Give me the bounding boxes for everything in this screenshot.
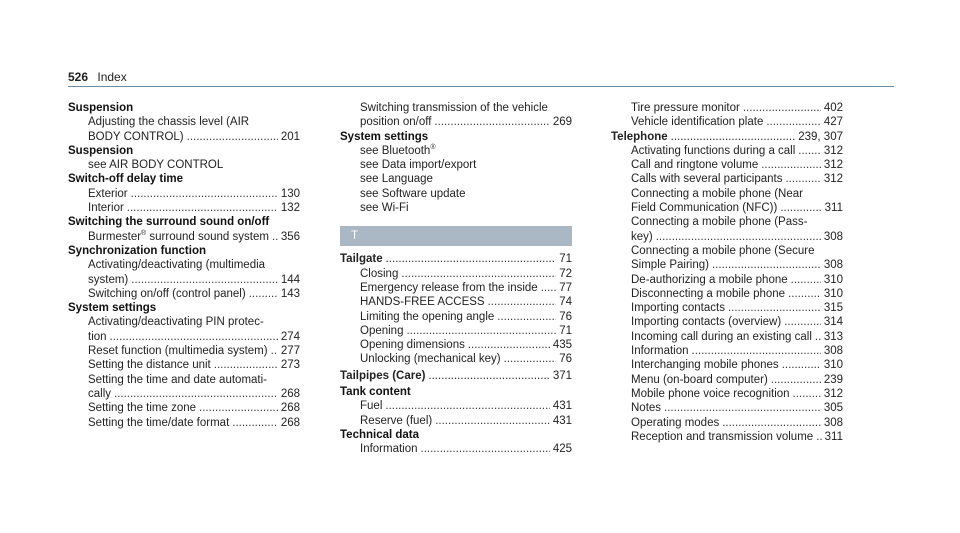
subentry-text: Reception and transmission volume bbox=[631, 430, 814, 443]
page-ref[interactable]: 273 bbox=[280, 359, 300, 372]
page-ref[interactable]: 308 bbox=[823, 230, 843, 243]
brand-name: Burmester bbox=[88, 230, 142, 243]
page-ref[interactable]: 74 bbox=[559, 296, 572, 309]
subentry[interactable] bbox=[611, 301, 843, 315]
index-entry bbox=[611, 130, 843, 445]
page-ref[interactable]: 268 bbox=[280, 416, 300, 429]
subentry-text: Reset function (multimedia system) bbox=[88, 345, 268, 358]
page-ref[interactable]: 402 bbox=[823, 102, 843, 114]
entry-title-line[interactable] bbox=[611, 130, 843, 144]
leader-dots bbox=[435, 414, 550, 428]
subentry[interactable] bbox=[611, 387, 843, 401]
leader-dots bbox=[541, 281, 557, 295]
leader-dots bbox=[385, 399, 549, 413]
subentry[interactable] bbox=[340, 324, 572, 338]
subentry[interactable] bbox=[340, 310, 572, 324]
subentry-text: Mobile phone voice recognition bbox=[631, 387, 790, 400]
subentry-text: Switching on/off (control panel) bbox=[88, 287, 246, 300]
subentry[interactable] bbox=[340, 399, 572, 413]
leader-dots bbox=[816, 430, 821, 444]
subentry-text: Activating/deactivating (multimedia bbox=[88, 259, 266, 272]
subentry-text: Disconnecting a mobile phone bbox=[631, 287, 786, 300]
subentry-text: Tire pressure monitor bbox=[631, 102, 740, 114]
page-ref[interactable]: 130 bbox=[280, 187, 300, 200]
entry-title-line[interactable] bbox=[340, 252, 572, 266]
subentry[interactable] bbox=[611, 430, 843, 444]
subentry-text: key) bbox=[631, 230, 653, 243]
registered-mark: ® bbox=[141, 229, 147, 237]
cross-reference[interactable]: see Software update bbox=[360, 187, 466, 200]
subentry-text-rest: surround sound system bbox=[146, 230, 269, 243]
entry-title: Tailpipes (Care) bbox=[340, 369, 426, 382]
page-ref[interactable]: 71 bbox=[559, 253, 572, 266]
entry-title: Synchronization function bbox=[68, 244, 206, 257]
page-ref[interactable]: 201 bbox=[280, 130, 300, 143]
leader-dots bbox=[780, 201, 821, 215]
leader-dots bbox=[791, 273, 821, 287]
page-ref[interactable]: 425 bbox=[552, 443, 572, 456]
subentry[interactable] bbox=[340, 414, 572, 428]
subentry[interactable] bbox=[340, 281, 572, 295]
subentry[interactable] bbox=[611, 201, 843, 215]
leader-dots bbox=[784, 315, 821, 329]
entry-title: Telephone bbox=[611, 130, 668, 143]
subentry[interactable] bbox=[340, 267, 572, 281]
leader-dots bbox=[428, 369, 549, 383]
leader-dots bbox=[468, 338, 550, 352]
leader-dots bbox=[497, 310, 556, 324]
leader-dots bbox=[785, 172, 820, 186]
index-entry bbox=[340, 369, 572, 383]
subentry[interactable] bbox=[340, 352, 572, 366]
leader-dots bbox=[761, 158, 821, 172]
index-column-3 bbox=[611, 101, 843, 444]
leader-dots bbox=[114, 387, 278, 401]
subentry[interactable] bbox=[611, 101, 843, 115]
entry-title: Suspension bbox=[68, 144, 134, 157]
subentry-text: Interchanging mobile phones bbox=[631, 359, 779, 372]
subentry[interactable] bbox=[611, 230, 843, 244]
subentry-text bbox=[88, 230, 269, 244]
subentry-text: BODY CONTROL) bbox=[88, 130, 184, 143]
subentry-text: Activating functions during a call bbox=[631, 144, 796, 157]
subentry-text: Operating modes bbox=[631, 416, 720, 429]
page-ref[interactable]: 310 bbox=[823, 287, 843, 300]
subentry-text: Fuel bbox=[360, 400, 383, 413]
entry-title: System settings bbox=[68, 302, 157, 315]
cross-reference[interactable]: see Data import/export bbox=[360, 159, 477, 172]
leader-dots bbox=[127, 201, 278, 215]
subentry[interactable] bbox=[68, 273, 300, 287]
index-column-1 bbox=[68, 101, 300, 430]
cross-reference[interactable]: see Language bbox=[360, 173, 433, 186]
leader-dots bbox=[386, 252, 557, 266]
page-ref[interactable]: 311 bbox=[824, 202, 843, 215]
registered-mark: ® bbox=[430, 144, 436, 152]
page-ref[interactable]: 356 bbox=[280, 230, 300, 243]
subentry-text: De-authorizing a mobile phone bbox=[631, 273, 788, 286]
page-ref[interactable]: 277 bbox=[280, 345, 300, 358]
leader-dots bbox=[728, 301, 821, 315]
leader-dots bbox=[199, 401, 278, 415]
leader-dots bbox=[743, 101, 821, 115]
page-number: 526 bbox=[68, 70, 89, 84]
leader-dots bbox=[771, 373, 821, 387]
subentry[interactable] bbox=[68, 330, 300, 344]
leader-dots bbox=[214, 358, 278, 372]
page-ref[interactable]: 76 bbox=[559, 353, 572, 366]
subentry-text: Incoming call during an existing call bbox=[631, 330, 812, 343]
subentry[interactable] bbox=[68, 416, 300, 430]
entry-title: Suspension bbox=[68, 102, 134, 114]
subentry-text: Activating/deactivating PIN protec- bbox=[88, 316, 264, 329]
entry-title: Switching the surround sound on/off bbox=[68, 216, 270, 229]
page-ref[interactable]: 431 bbox=[552, 400, 572, 413]
header-divider bbox=[68, 86, 894, 87]
leader-dots bbox=[131, 273, 278, 287]
leader-dots bbox=[272, 230, 278, 244]
leader-dots bbox=[692, 344, 821, 358]
page-ref[interactable]: 312 bbox=[823, 387, 843, 400]
page-ref[interactable]: 144 bbox=[280, 273, 300, 286]
leader-dots bbox=[782, 358, 821, 372]
page-ref[interactable]: 313 bbox=[823, 330, 843, 343]
subentry[interactable] bbox=[68, 187, 300, 201]
page-header bbox=[68, 70, 127, 84]
subentry[interactable] bbox=[611, 273, 843, 287]
subentry-text: Emergency release from the inside bbox=[360, 281, 538, 294]
page-ref[interactable]: 76 bbox=[559, 310, 572, 323]
cross-reference[interactable]: see AIR BODY CONTROL bbox=[88, 159, 224, 172]
entry-title: Tank content bbox=[340, 386, 411, 399]
subentry-text: Opening bbox=[360, 324, 404, 337]
index-entry bbox=[340, 130, 572, 216]
leader-dots bbox=[656, 230, 821, 244]
subentry[interactable] bbox=[611, 344, 843, 358]
entry-title: Switch-off delay time bbox=[68, 173, 184, 186]
index-entry-continued bbox=[340, 101, 572, 130]
subentry[interactable] bbox=[68, 230, 300, 244]
subentry[interactable] bbox=[68, 401, 300, 415]
index-entry bbox=[340, 385, 572, 428]
index-entry bbox=[68, 301, 300, 430]
leader-dots bbox=[766, 115, 820, 129]
page-ref[interactable]: 371 bbox=[552, 369, 572, 382]
subentry-text: Menu (on-board computer) bbox=[631, 373, 768, 386]
leader-dots bbox=[131, 187, 278, 201]
index-entry bbox=[68, 144, 300, 173]
page-ref[interactable]: 312 bbox=[823, 144, 843, 157]
cross-reference[interactable]: see Wi-Fi bbox=[360, 202, 409, 215]
subentry[interactable] bbox=[611, 358, 843, 372]
leader-dots bbox=[664, 401, 821, 415]
subentry-text: Calls with several participants bbox=[631, 173, 783, 186]
page-ref[interactable]: 77 bbox=[559, 281, 572, 294]
subentry-text: Reserve (fuel) bbox=[360, 414, 433, 427]
leader-dots bbox=[815, 330, 821, 344]
subentry[interactable] bbox=[611, 315, 843, 329]
subentry[interactable] bbox=[611, 172, 843, 186]
section-title: Index bbox=[97, 70, 127, 84]
subentry-text: Exterior bbox=[88, 187, 128, 200]
subentry[interactable] bbox=[68, 387, 300, 401]
subentry[interactable] bbox=[611, 416, 843, 430]
subentry-text: Connecting a mobile phone (Near bbox=[631, 187, 803, 200]
entry-title-line[interactable] bbox=[340, 369, 572, 383]
leader-dots bbox=[793, 387, 821, 401]
leader-dots bbox=[401, 267, 556, 281]
leader-dots bbox=[406, 324, 556, 338]
index-entry bbox=[68, 215, 300, 244]
page-ref[interactable]: 71 bbox=[559, 324, 572, 337]
page-ref[interactable]: 308 bbox=[823, 259, 843, 272]
letter-section-header: T bbox=[340, 226, 572, 246]
subentry-text: Limiting the opening angle bbox=[360, 310, 495, 323]
entry-title: System settings bbox=[340, 130, 429, 143]
leader-dots bbox=[187, 130, 278, 144]
subentry[interactable] bbox=[611, 258, 843, 272]
leader-dots bbox=[488, 295, 557, 309]
index-entry bbox=[340, 252, 572, 366]
page-ref[interactable]: 239, 307 bbox=[798, 130, 843, 143]
leader-dots bbox=[249, 287, 278, 301]
subentry[interactable] bbox=[611, 287, 843, 301]
leader-dots bbox=[671, 130, 796, 144]
subentry-text: cally bbox=[88, 387, 112, 400]
index-entry bbox=[68, 172, 300, 215]
subentry-text: system) bbox=[88, 273, 129, 286]
subentry[interactable] bbox=[611, 401, 843, 415]
subentry-text: Interior bbox=[88, 202, 124, 215]
cross-reference-text: see Bluetooth bbox=[360, 144, 431, 157]
subentry[interactable] bbox=[68, 344, 300, 358]
subentry[interactable] bbox=[611, 158, 843, 172]
leader-dots bbox=[788, 287, 821, 301]
page-ref[interactable]: 308 bbox=[823, 345, 843, 358]
page-ref[interactable]: 269 bbox=[552, 116, 572, 129]
page-ref[interactable]: 310 bbox=[823, 273, 843, 286]
page-ref[interactable]: 305 bbox=[823, 402, 843, 415]
subentry-text: Information bbox=[360, 443, 418, 456]
page-ref[interactable]: 310 bbox=[823, 359, 843, 372]
subentry-text: Switching transmission of the vehicle bbox=[360, 102, 548, 114]
subentry-text: Setting the time/date format bbox=[88, 416, 230, 429]
page-ref[interactable]: 308 bbox=[823, 416, 843, 429]
subentry-text: Notes bbox=[631, 402, 662, 415]
subentry-text: position on/off bbox=[360, 116, 432, 129]
leader-dots bbox=[271, 344, 278, 358]
page-ref[interactable]: 268 bbox=[280, 402, 300, 415]
cross-reference[interactable] bbox=[340, 144, 572, 158]
entry-title: Tailgate bbox=[340, 253, 383, 266]
subentry[interactable] bbox=[68, 130, 300, 144]
subentry-text: Closing bbox=[360, 267, 399, 280]
leader-dots bbox=[504, 352, 557, 366]
leader-dots bbox=[434, 115, 549, 129]
subentry-text: Simple Pairing) bbox=[631, 259, 709, 272]
page-ref[interactable]: 427 bbox=[823, 116, 843, 129]
page-ref[interactable]: 314 bbox=[823, 316, 843, 329]
subentry[interactable] bbox=[611, 144, 843, 158]
leader-dots bbox=[798, 144, 821, 158]
subentry-text: Adjusting the chassis level (AIR bbox=[88, 116, 250, 129]
page-ref[interactable]: 72 bbox=[559, 267, 572, 280]
subentry[interactable] bbox=[68, 358, 300, 372]
leader-dots bbox=[712, 258, 821, 272]
leader-dots bbox=[722, 416, 821, 430]
subentry[interactable] bbox=[340, 295, 572, 309]
subentry-text: HANDS-FREE ACCESS bbox=[360, 296, 485, 309]
subentry[interactable] bbox=[340, 115, 572, 129]
index-entry-continued bbox=[611, 101, 843, 130]
page-ref[interactable]: 132 bbox=[280, 202, 300, 215]
subentry-text: Call and ringtone volume bbox=[631, 159, 759, 172]
leader-dots bbox=[421, 442, 550, 456]
subentry[interactable] bbox=[611, 330, 843, 344]
page-ref[interactable]: 312 bbox=[823, 159, 843, 172]
subentry-text: Field Communication (NFC)) bbox=[631, 202, 778, 215]
leader-dots bbox=[232, 416, 278, 430]
index-column-2 bbox=[340, 101, 572, 457]
entry-title: Technical data bbox=[340, 428, 420, 441]
subentry-text: Connecting a mobile phone (Pass- bbox=[631, 216, 808, 229]
page-ref[interactable]: 311 bbox=[824, 430, 843, 443]
subentry-text: Vehicle identification plate bbox=[631, 116, 764, 129]
subentry-text: tion bbox=[88, 330, 107, 343]
subentry-text: Connecting a mobile phone (Secure bbox=[631, 244, 815, 257]
subentry-text: Opening dimensions bbox=[360, 339, 465, 352]
index-entry bbox=[68, 244, 300, 301]
subentry[interactable] bbox=[340, 338, 572, 352]
page-ref[interactable]: 268 bbox=[280, 387, 300, 400]
page-ref[interactable]: 431 bbox=[552, 414, 572, 427]
page-ref[interactable]: 435 bbox=[552, 339, 572, 352]
subentry[interactable] bbox=[611, 373, 843, 387]
page-ref[interactable]: 315 bbox=[823, 302, 843, 315]
subentry-text: Setting the time and date automati- bbox=[88, 373, 267, 386]
subentry[interactable] bbox=[611, 115, 843, 129]
subentry-text: Setting the time zone bbox=[88, 402, 197, 415]
subentry-text: Importing contacts (overview) bbox=[631, 316, 782, 329]
page-ref[interactable]: 312 bbox=[823, 173, 843, 186]
subentry[interactable] bbox=[68, 201, 300, 215]
page-ref[interactable]: 274 bbox=[280, 330, 300, 343]
subentry[interactable] bbox=[340, 442, 572, 456]
subentry-text: Setting the distance unit bbox=[88, 359, 211, 372]
index-entry bbox=[68, 101, 300, 144]
leader-dots bbox=[110, 330, 278, 344]
subentry-text: Unlocking (mechanical key) bbox=[360, 353, 501, 366]
subentry-text: Importing contacts bbox=[631, 302, 725, 315]
subentry-text: Information bbox=[631, 345, 689, 358]
subentry[interactable] bbox=[68, 287, 300, 301]
index-entry bbox=[340, 428, 572, 457]
page-ref[interactable]: 239 bbox=[823, 373, 843, 386]
page-ref[interactable]: 143 bbox=[280, 287, 300, 300]
